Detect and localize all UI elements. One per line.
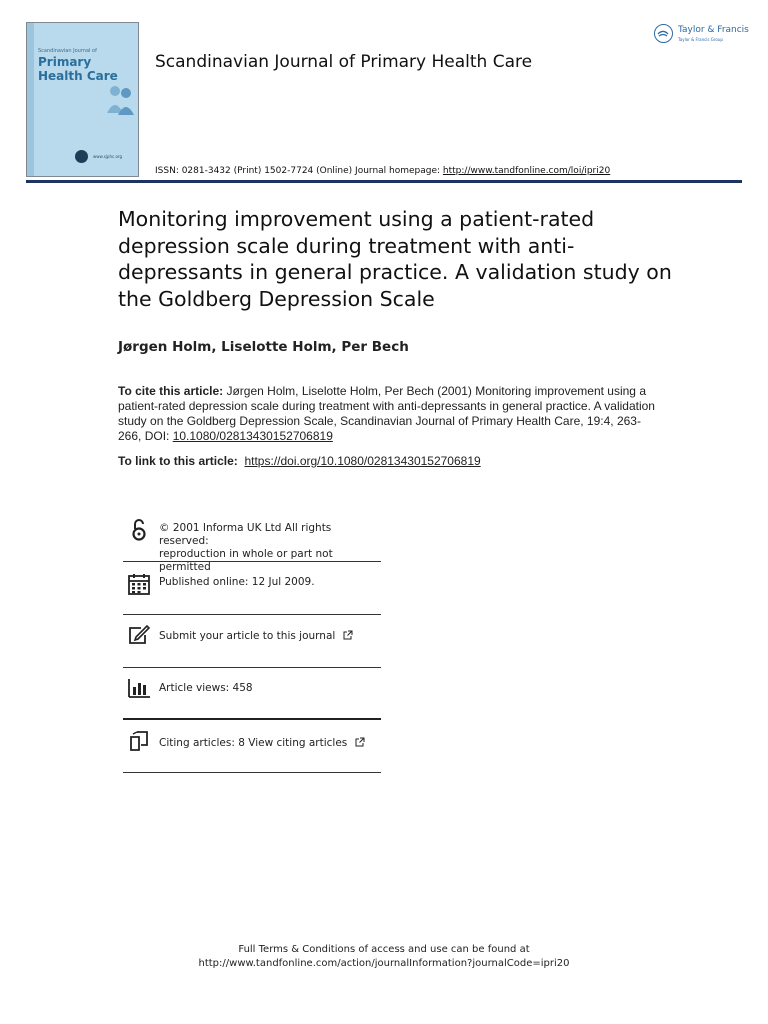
- issn-line: [155, 166, 610, 176]
- publisher-logo-icon: [654, 24, 673, 43]
- cite-label: To cite this article:: [118, 384, 224, 398]
- cover-stripe: [27, 23, 34, 176]
- link-label: To link to this article:: [118, 454, 238, 468]
- copyright-line2: reproduction in whole or part not permitted: [159, 548, 333, 573]
- article-link-block: [118, 454, 481, 468]
- external-link-icon: [355, 737, 365, 747]
- citing-link[interactable]: [159, 737, 365, 750]
- cite-doi-link[interactable]: 10.1080/02813430152706819: [172, 429, 333, 443]
- footer-terms-link[interactable]: http://www.tandfonline.com/action/journalInformation?journalCode=ipri20: [198, 958, 570, 969]
- header-divider: [26, 180, 742, 183]
- copyright-row: [123, 508, 381, 573]
- bar-chart-icon: [127, 676, 151, 700]
- cover-publisher-logo-icon: [75, 150, 88, 163]
- issn-text: ISSN: 0281-3432 (Print) 1502-7724 (Online) Journal homepage:: [155, 166, 443, 176]
- citing-articles-icon: [127, 729, 151, 753]
- submit-text: Submit your article to this journal: [159, 630, 336, 642]
- cover-url: www.sjphc.org: [93, 154, 123, 159]
- views-row: [123, 668, 381, 720]
- cover-small-title: Scandinavian Journal of: [38, 48, 97, 54]
- article-doi-link[interactable]: https://doi.org/10.1080/02813430152706819: [244, 454, 481, 468]
- cover-big-title: [38, 56, 118, 84]
- views-text: Article views: 458: [159, 682, 253, 694]
- article-authors: Jørgen Holm, Liselotte Holm, Per Bech: [118, 339, 409, 355]
- journal-cover-image: [26, 22, 139, 177]
- external-link-icon: [343, 630, 353, 640]
- submit-link[interactable]: [159, 630, 353, 643]
- calendar-icon: [127, 572, 151, 596]
- article-info-list: [123, 508, 381, 773]
- copyright-line1: © 2001 Informa UK Ltd All rights reserved:: [159, 522, 332, 547]
- journal-homepage-link[interactable]: http://www.tandfonline.com/loi/ipri20: [442, 166, 611, 176]
- publisher-group: Taylor & Francis Group: [678, 37, 723, 42]
- published-text: Published online: 12 Jul 2009.: [159, 576, 315, 588]
- published-row: [123, 562, 381, 615]
- publisher-logo[interactable]: [654, 22, 749, 48]
- people-icon: [105, 83, 135, 119]
- cover-big-title-line1: Primary: [38, 55, 92, 69]
- terms-footer: [0, 943, 768, 971]
- footer-line1: Full Terms & Conditions of access and use can be found at: [238, 944, 530, 955]
- citation-block: [118, 384, 658, 444]
- citing-text: Citing articles: 8 View citing articles: [159, 737, 348, 749]
- edit-icon: [127, 623, 151, 647]
- cover-big-title-line2: Health Care: [38, 68, 118, 83]
- submit-row[interactable]: [123, 615, 381, 668]
- open-lock-icon: [127, 518, 151, 542]
- publisher-name: Taylor & Francis: [678, 25, 749, 35]
- article-title: Monitoring improvement using a patient-rated depression scale during treatment with anti-depressants in general practice. A validation study on the Goldberg Depression Scale: [118, 207, 672, 311]
- cite-text: Jørgen Holm, Liselotte Holm, Per Bech (2001) Monitoring improvement using a patient-rated depression scale during treatment with anti-depressants in general practice. A validation study on the Goldberg Depression Scale, Scandinavian Journal of Primary Health Care, 19:4, 263-266, DOI:: [118, 384, 655, 443]
- citing-row[interactable]: [123, 720, 381, 773]
- journal-title: Scandinavian Journal of Primary Health Care: [155, 52, 533, 72]
